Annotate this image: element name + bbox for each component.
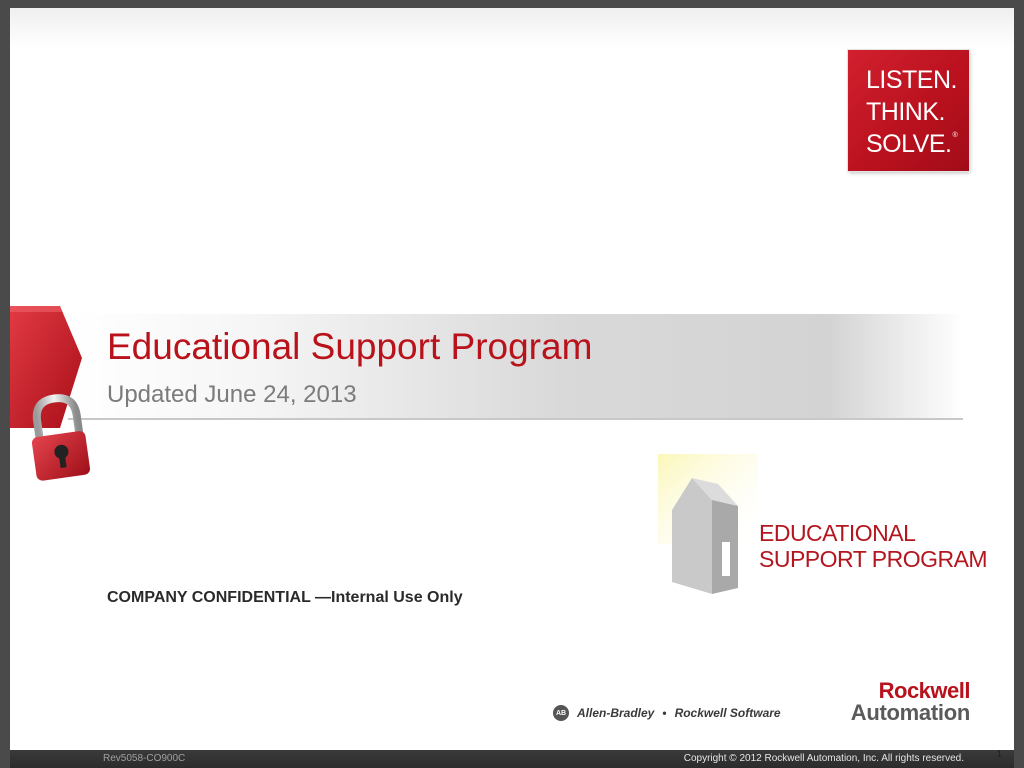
registered-mark: ® xyxy=(952,132,958,139)
slide-subtitle: Updated June 24, 2013 xyxy=(107,381,357,408)
educational-support-program-logo xyxy=(658,454,988,600)
lts-line-3 xyxy=(866,132,957,157)
slide-title: Educational Support Program xyxy=(107,326,593,367)
slide xyxy=(10,8,1014,768)
lts-line-3-text: SOLVE. xyxy=(866,130,952,158)
padlock-icon xyxy=(26,394,98,486)
listen-think-solve-logo xyxy=(848,50,969,171)
house-icon xyxy=(658,454,758,600)
automation-logo-word: Automation xyxy=(850,700,970,725)
esp-logo-line-2: SUPPORT PROGRAM xyxy=(759,546,988,572)
brand-separator: • xyxy=(662,706,667,720)
brands-line xyxy=(553,705,781,721)
copyright-notice: Copyright © 2012 Rockwell Automation, Inc. All rights reserved. xyxy=(683,753,964,764)
allen-bradley-badge-icon: AB xyxy=(553,705,569,721)
allen-bradley-label: Allen-Bradley xyxy=(577,706,655,720)
confidential-notice: COMPANY CONFIDENTIAL —Internal Use Only xyxy=(107,589,463,606)
rockwell-automation-logo xyxy=(808,680,970,724)
page-number: 1 xyxy=(996,749,1002,760)
revision-label: Rev5058-CO900C xyxy=(103,753,186,764)
rockwell-logo-word: Rockwell xyxy=(878,678,970,703)
lts-line-2: THINK. xyxy=(866,98,945,126)
footer-bar xyxy=(10,750,1014,768)
rockwell-software-label: Rockwell Software xyxy=(674,706,781,720)
lts-line-1: LISTEN. xyxy=(866,66,957,94)
esp-logo-line-1: EDUCATIONAL xyxy=(759,520,916,546)
slide-top-shade xyxy=(10,8,1014,48)
